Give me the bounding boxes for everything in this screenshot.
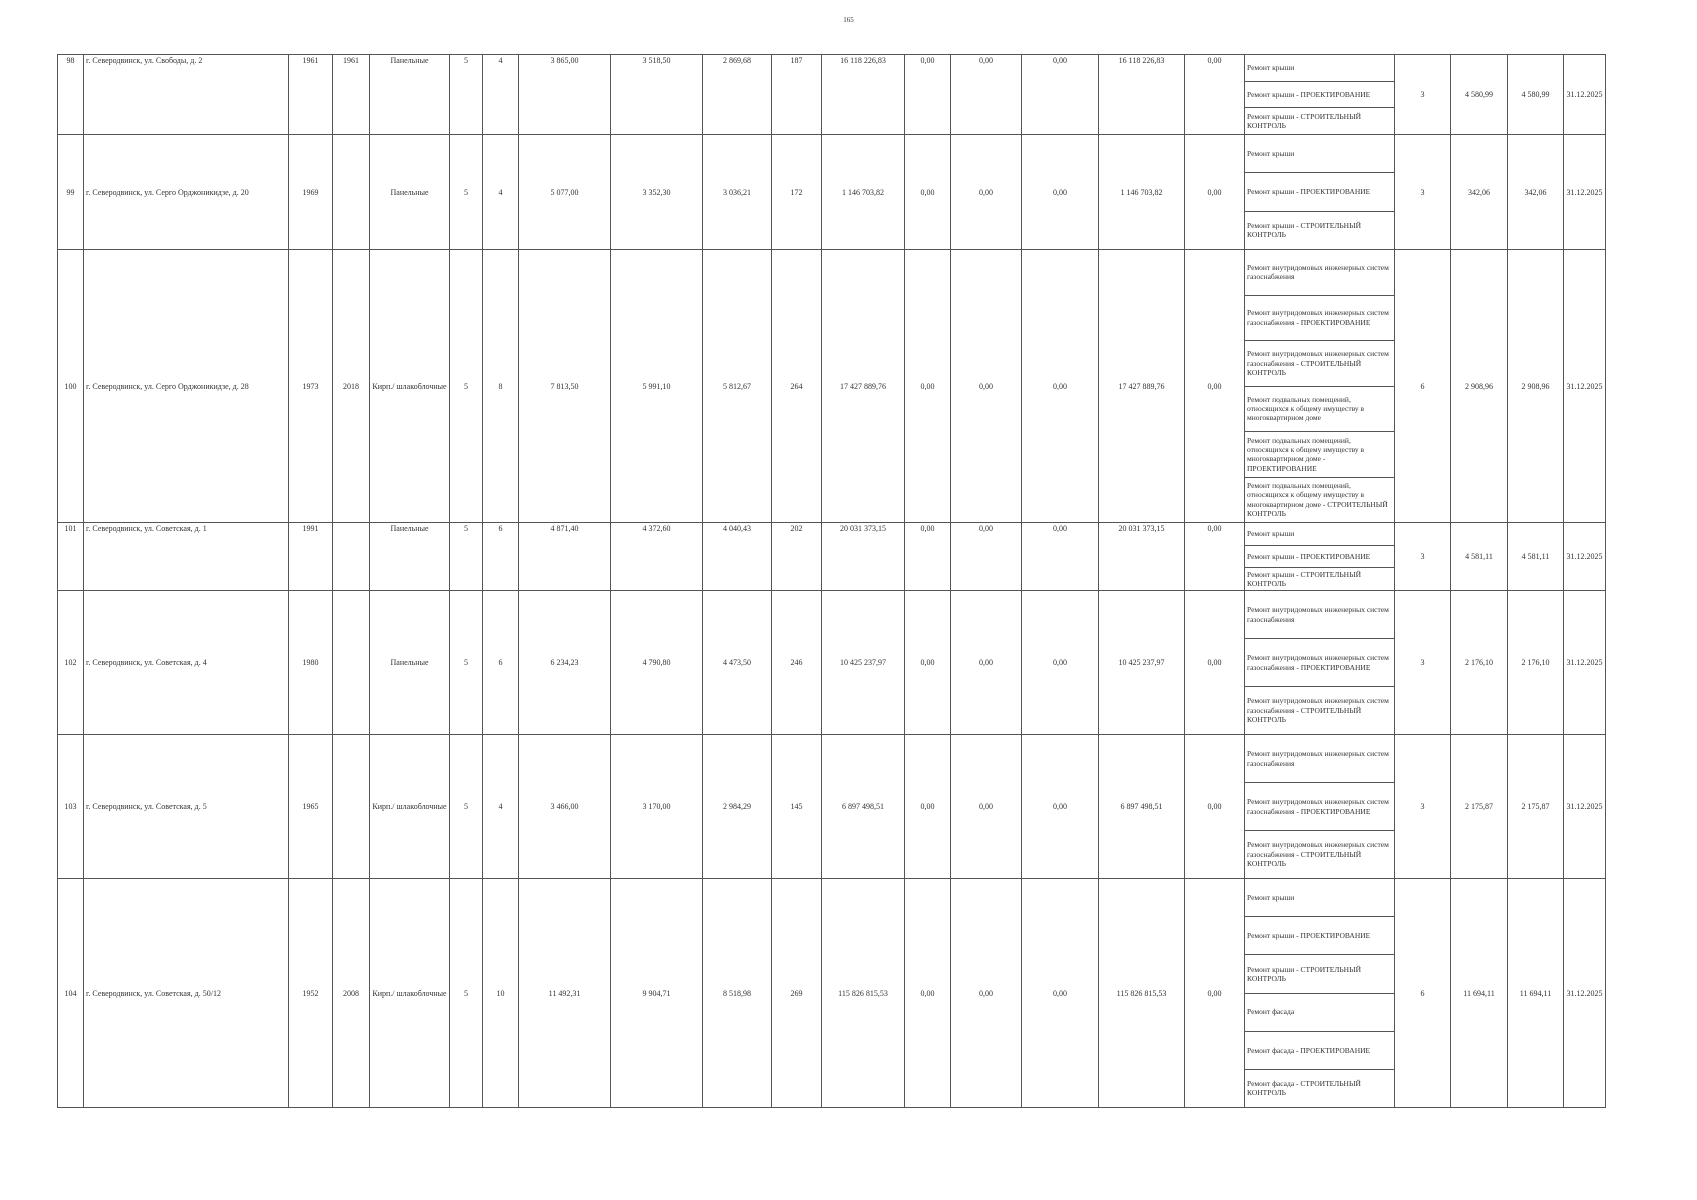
residents-cell: 269 (772, 879, 822, 1108)
deadline-cell: 31.12.2025 (1564, 55, 1606, 135)
works-count-cell: 3 (1395, 55, 1451, 135)
works-count-cell: 6 (1395, 879, 1451, 1108)
work-item: Ремонт внутридомовых инженерных систем газоснабжения - ПРОЕКТИРОВАНИЕ (1245, 296, 1394, 342)
owners-funds-cell: 10 425 237,97 (1099, 591, 1185, 735)
works-list-cell (1245, 55, 1395, 135)
address-cell: г. Северодвинск, ул. Советская, д. 50/12 (84, 879, 289, 1108)
unit-cost-cell: 4 580,99 (1451, 55, 1508, 135)
federal-funds-cell: 0,00 (905, 591, 951, 735)
row-number: 103 (58, 735, 84, 879)
work-item: Ремонт подвальных помещений, относящихся к общему имуществу в многоквартирном доме (1245, 387, 1394, 433)
address-cell: г. Северодвинск, ул. Советская, д. 1 (84, 523, 289, 591)
deadline-cell: 31.12.2025 (1564, 591, 1606, 735)
row-number: 102 (58, 591, 84, 735)
work-item: Ремонт фасада (1245, 994, 1394, 1032)
premises-area-cell: 3 518,50 (611, 55, 703, 135)
federal-funds-cell: 0,00 (905, 250, 951, 523)
work-item: Ремонт крыши (1245, 879, 1394, 917)
work-item: Ремонт внутридомовых инженерных систем газоснабжения - СТРОИТЕЛЬНЫЙ КОНТРОЛЬ (1247, 840, 1389, 869)
premises-area-cell: 4 790,80 (611, 591, 703, 735)
unit-cost-cell: 2 176,10 (1451, 591, 1508, 735)
floors-cell: 5 (450, 591, 483, 735)
municipal-funds-cell: 0,00 (1022, 879, 1099, 1108)
deadline-cell: 31.12.2025 (1564, 523, 1606, 591)
works-count-cell: 3 (1395, 591, 1451, 735)
floors-cell: 5 (450, 879, 483, 1108)
federal-funds-cell: 0,00 (905, 135, 951, 250)
residents-cell: 264 (772, 250, 822, 523)
row-number: 104 (58, 879, 84, 1108)
other-funds-cell: 0,00 (1185, 250, 1245, 523)
entrances-cell: 4 (483, 135, 519, 250)
other-funds-cell: 0,00 (1185, 735, 1245, 879)
residential-area-cell: 8 518,98 (703, 879, 772, 1108)
municipal-funds-cell: 0,00 (1022, 591, 1099, 735)
work-item: Ремонт крыши (1245, 55, 1394, 82)
wall-material-cell: Кирп./ шлакоблочные (370, 879, 450, 1108)
premises-area-cell: 3 352,30 (611, 135, 703, 250)
total-cost-cell: 6 897 498,51 (822, 735, 905, 879)
wall-material-cell: Панельные (370, 523, 450, 591)
year-renovation-cell: 1961 (333, 55, 370, 135)
work-item: Ремонт внутридомовых инженерных систем газоснабжения (1245, 591, 1394, 639)
work-item: Ремонт подвальных помещений, относящихся к общему имуществу в многоквартирном доме - ПРОЕКТИРОВАНИЕ (1245, 432, 1394, 478)
row-number: 100 (58, 250, 84, 523)
other-funds-cell: 0,00 (1185, 523, 1245, 591)
row-number: 101 (58, 523, 84, 591)
work-item: Ремонт крыши (1245, 523, 1394, 546)
works-count-cell: 6 (1395, 250, 1451, 523)
work-item: Ремонт фасада - ПРОЕКТИРОВАНИЕ (1245, 1032, 1394, 1070)
year-built-cell: 1965 (289, 735, 333, 879)
unit-cost-cell: 2 908,96 (1451, 250, 1508, 523)
federal-funds-cell: 0,00 (905, 735, 951, 879)
max-unit-cost-cell: 11 694,11 (1508, 879, 1564, 1108)
address-cell: г. Северодвинск, ул. Советская, д. 5 (84, 735, 289, 879)
works-list-cell (1245, 135, 1395, 250)
deadline-cell: 31.12.2025 (1564, 250, 1606, 523)
floors-cell: 5 (450, 523, 483, 591)
entrances-cell: 6 (483, 523, 519, 591)
works-list-cell (1245, 591, 1395, 735)
total-cost-cell: 1 146 703,82 (822, 135, 905, 250)
entrances-cell: 6 (483, 591, 519, 735)
other-funds-cell: 0,00 (1185, 591, 1245, 735)
entrances-cell: 10 (483, 879, 519, 1108)
year-built-cell: 1969 (289, 135, 333, 250)
municipal-funds-cell: 0,00 (1022, 135, 1099, 250)
residents-cell: 187 (772, 55, 822, 135)
regional-funds-cell: 0,00 (951, 55, 1022, 135)
premises-area-cell: 9 904,71 (611, 879, 703, 1108)
work-item: Ремонт крыши - СТРОИТЕЛЬНЫЙ КОНТРОЛЬ (1245, 955, 1394, 993)
year-built-cell: 1991 (289, 523, 333, 591)
municipal-funds-cell: 0,00 (1022, 250, 1099, 523)
year-built-cell: 1980 (289, 591, 333, 735)
owners-funds-cell: 6 897 498,51 (1099, 735, 1185, 879)
table-row (58, 135, 1606, 250)
total-area-cell: 6 234,23 (519, 591, 611, 735)
table-row (58, 591, 1606, 735)
max-unit-cost-cell: 2 175,87 (1508, 735, 1564, 879)
wall-material-cell: Кирп./ шлакоблочные (370, 735, 450, 879)
total-cost-cell: 10 425 237,97 (822, 591, 905, 735)
residents-cell: 145 (772, 735, 822, 879)
year-renovation-cell (333, 135, 370, 250)
max-unit-cost-cell: 4 581,11 (1508, 523, 1564, 591)
residential-area-cell: 4 473,50 (703, 591, 772, 735)
max-unit-cost-cell: 4 580,99 (1508, 55, 1564, 135)
wall-material-cell: Панельные (370, 55, 450, 135)
work-item: Ремонт крыши - ПРОЕКТИРОВАНИЕ (1245, 173, 1394, 211)
work-item: Ремонт внутридомовых инженерных систем газоснабжения - СТРОИТЕЛЬНЫЙ КОНТРОЛЬ (1245, 341, 1394, 387)
work-item: Ремонт крыши - СТРОИТЕЛЬНЫЙ КОНТРОЛЬ (1247, 569, 1362, 589)
other-funds-cell: 0,00 (1185, 879, 1245, 1108)
works-list-cell (1245, 523, 1395, 591)
year-renovation-cell (333, 591, 370, 735)
wall-material-cell: Кирп./ шлакоблочные (370, 250, 450, 523)
max-unit-cost-cell: 342,06 (1508, 135, 1564, 250)
unit-cost-cell: 11 694,11 (1451, 879, 1508, 1108)
floors-cell: 5 (450, 135, 483, 250)
table-row (58, 250, 1606, 523)
residential-area-cell: 2 984,29 (703, 735, 772, 879)
work-item: Ремонт внутридомовых инженерных систем газоснабжения - ПРОЕКТИРОВАНИЕ (1245, 639, 1394, 687)
work-item: Ремонт крыши - СТРОИТЕЛЬНЫЙ КОНТРОЛЬ (1247, 220, 1362, 240)
year-renovation-cell (333, 735, 370, 879)
row-number: 98 (58, 55, 84, 135)
entrances-cell: 4 (483, 55, 519, 135)
federal-funds-cell: 0,00 (905, 879, 951, 1108)
entrances-cell: 8 (483, 250, 519, 523)
floors-cell: 5 (450, 250, 483, 523)
table-row (58, 735, 1606, 879)
address-cell: г. Северодвинск, ул. Серго Орджоникидзе, д. 20 (84, 135, 289, 250)
residential-area-cell: 2 869,68 (703, 55, 772, 135)
residents-cell: 172 (772, 135, 822, 250)
max-unit-cost-cell: 2 176,10 (1508, 591, 1564, 735)
work-item: Ремонт внутридомовых инженерных систем газоснабжения - СТРОИТЕЛЬНЫЙ КОНТРОЛЬ (1247, 696, 1389, 725)
federal-funds-cell: 0,00 (905, 55, 951, 135)
wall-material-cell: Панельные (370, 135, 450, 250)
housing-repair-table (57, 54, 1606, 1108)
total-area-cell: 11 492,31 (519, 879, 611, 1108)
owners-funds-cell: 17 427 889,76 (1099, 250, 1185, 523)
total-area-cell: 4 871,40 (519, 523, 611, 591)
regional-funds-cell: 0,00 (951, 879, 1022, 1108)
year-renovation-cell: 2008 (333, 879, 370, 1108)
municipal-funds-cell: 0,00 (1022, 523, 1099, 591)
regional-funds-cell: 0,00 (951, 591, 1022, 735)
works-count-cell: 3 (1395, 735, 1451, 879)
address-cell: г. Северодвинск, ул. Советская, д. 4 (84, 591, 289, 735)
work-item: Ремонт подвальных помещений, относящихся к общему имуществу в многоквартирном доме - СТРОИТЕЛЬНЫЙ КОНТРОЛЬ (1247, 481, 1388, 519)
floors-cell: 5 (450, 55, 483, 135)
residential-area-cell: 5 812,67 (703, 250, 772, 523)
federal-funds-cell: 0,00 (905, 523, 951, 591)
premises-area-cell: 4 372,60 (611, 523, 703, 591)
deadline-cell: 31.12.2025 (1564, 135, 1606, 250)
year-built-cell: 1961 (289, 55, 333, 135)
wall-material-cell: Панельные (370, 591, 450, 735)
row-number: 99 (58, 135, 84, 250)
work-item: Ремонт крыши - СТРОИТЕЛЬНЫЙ КОНТРОЛЬ (1247, 111, 1362, 131)
total-area-cell: 3 466,00 (519, 735, 611, 879)
total-cost-cell: 115 826 815,53 (822, 879, 905, 1108)
owners-funds-cell: 115 826 815,53 (1099, 879, 1185, 1108)
year-built-cell: 1952 (289, 879, 333, 1108)
address-cell: г. Северодвинск, ул. Свободы, д. 2 (84, 55, 289, 135)
work-item: Ремонт фасада - СТРОИТЕЛЬНЫЙ КОНТРОЛЬ (1247, 1079, 1361, 1098)
work-item: Ремонт крыши - ПРОЕКТИРОВАНИЕ (1245, 546, 1394, 569)
unit-cost-cell: 2 175,87 (1451, 735, 1508, 879)
residential-area-cell: 4 040,43 (703, 523, 772, 591)
regional-funds-cell: 0,00 (951, 135, 1022, 250)
regional-funds-cell: 0,00 (951, 250, 1022, 523)
table-row (58, 55, 1606, 135)
regional-funds-cell: 0,00 (951, 523, 1022, 591)
work-item: Ремонт внутридомовых инженерных систем газоснабжения (1245, 735, 1394, 783)
work-item: Ремонт крыши - ПРОЕКТИРОВАНИЕ (1245, 917, 1394, 955)
entrances-cell: 4 (483, 735, 519, 879)
table-row (58, 523, 1606, 591)
municipal-funds-cell: 0,00 (1022, 735, 1099, 879)
works-list-cell (1245, 879, 1395, 1108)
works-count-cell: 3 (1395, 135, 1451, 250)
year-renovation-cell (333, 523, 370, 591)
regional-funds-cell: 0,00 (951, 735, 1022, 879)
residential-area-cell: 3 036,21 (703, 135, 772, 250)
total-area-cell: 7 813,50 (519, 250, 611, 523)
residents-cell: 202 (772, 523, 822, 591)
table-row (58, 879, 1606, 1108)
work-item: Ремонт крыши (1245, 135, 1394, 173)
total-area-cell: 5 077,00 (519, 135, 611, 250)
page-number: 165 (843, 16, 854, 24)
total-cost-cell: 20 031 373,15 (822, 523, 905, 591)
address-cell: г. Северодвинск, ул. Серго Орджоникидзе, д. 28 (84, 250, 289, 523)
other-funds-cell: 0,00 (1185, 135, 1245, 250)
deadline-cell: 31.12.2025 (1564, 879, 1606, 1108)
unit-cost-cell: 4 581,11 (1451, 523, 1508, 591)
work-item: Ремонт внутридомовых инженерных систем газоснабжения - ПРОЕКТИРОВАНИЕ (1245, 783, 1394, 831)
unit-cost-cell: 342,06 (1451, 135, 1508, 250)
total-cost-cell: 16 118 226,83 (822, 55, 905, 135)
year-built-cell: 1973 (289, 250, 333, 523)
year-renovation-cell: 2018 (333, 250, 370, 523)
max-unit-cost-cell: 2 908,96 (1508, 250, 1564, 523)
other-funds-cell: 0,00 (1185, 55, 1245, 135)
total-cost-cell: 17 427 889,76 (822, 250, 905, 523)
residents-cell: 246 (772, 591, 822, 735)
floors-cell: 5 (450, 735, 483, 879)
premises-area-cell: 5 991,10 (611, 250, 703, 523)
work-item: Ремонт внутридомовых инженерных систем газоснабжения (1245, 250, 1394, 296)
premises-area-cell: 3 170,00 (611, 735, 703, 879)
works-list-cell (1245, 735, 1395, 879)
total-area-cell: 3 865,00 (519, 55, 611, 135)
works-list-cell (1245, 250, 1395, 523)
owners-funds-cell: 20 031 373,15 (1099, 523, 1185, 591)
municipal-funds-cell: 0,00 (1022, 55, 1099, 135)
works-count-cell: 3 (1395, 523, 1451, 591)
work-item: Ремонт крыши - ПРОЕКТИРОВАНИЕ (1245, 82, 1394, 109)
owners-funds-cell: 1 146 703,82 (1099, 135, 1185, 250)
owners-funds-cell: 16 118 226,83 (1099, 55, 1185, 135)
deadline-cell: 31.12.2025 (1564, 735, 1606, 879)
